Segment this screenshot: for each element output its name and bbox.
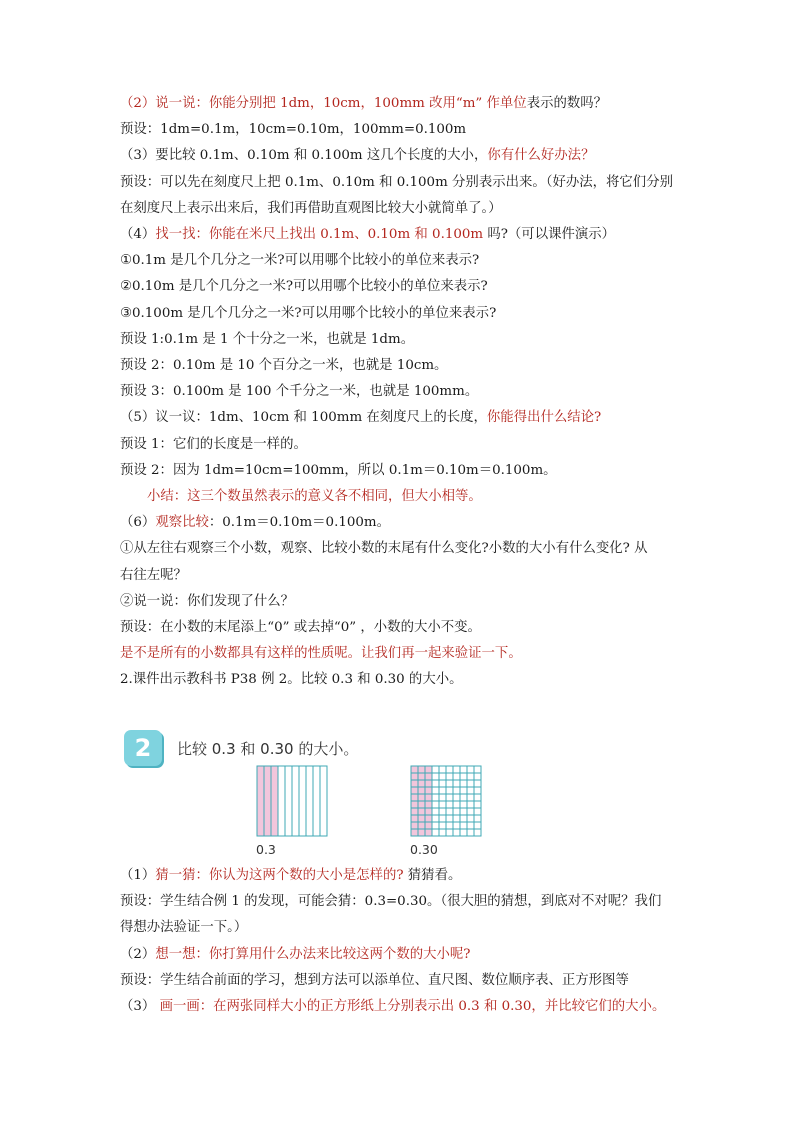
text-line: [120, 567, 187, 585]
text-segment: 1dm，10cm，100mm: [280, 96, 425, 111]
text-segment: 吗?（可以课件演示）: [483, 227, 616, 242]
text-segment: （2）说一说：你能分别把: [120, 96, 281, 111]
text-line: [147, 488, 482, 506]
text-segment: ①从左往右观察三个小数，观察、比较小数的末尾有什么变化?小数的大小有什么变化? 从: [120, 541, 648, 557]
text-segment: 画一画：在两张同样大小的正方形纸上分别表示出 0.3 和 0.30，并比较它们的大小。: [159, 999, 666, 1014]
text-segment: 预设：可以先在刻度尺上把 0.1m、0.10m 和 0.100m 分别表示出来。（好办法，将它们分别: [120, 174, 673, 190]
text-line: [120, 946, 470, 964]
text-line: [120, 278, 488, 296]
text-segment: 是不是所有的小数都具有这样的性质呢。让我们再一起来验证一下。: [120, 646, 522, 662]
text-line: [120, 252, 479, 270]
text-segment: （3）: [120, 999, 160, 1014]
text-segment: （1）: [120, 868, 156, 883]
text-segment: 小结：这三个数虽然表示的意义各不相同，但大小相等。: [147, 489, 482, 504]
text-line: [120, 383, 478, 401]
text-segment: 找一找：你能在米尺上找出 0.1m、0.10m 和 0.100m: [155, 227, 484, 242]
example-number-badge: 2: [124, 730, 162, 766]
tenths-grid: [256, 765, 328, 839]
text-line: [120, 671, 463, 689]
text-line: [120, 357, 447, 375]
text-segment: 预设：在小数的末尾添上“0” 或去掉“0” ，小数的大小不变。: [120, 620, 481, 635]
text-segment: （4）: [120, 227, 156, 242]
text-segment: 你能得出什么结论?: [486, 410, 602, 426]
text-line: [120, 121, 466, 139]
text-segment: ①0.1m 是几个几分之一米?可以用哪个比较小的单位来表示?: [120, 253, 480, 269]
text-segment: ②说一说：你们发现了什么？: [120, 593, 295, 609]
text-segment: （2）: [120, 946, 156, 962]
text-line: [120, 919, 247, 937]
text-segment: 表示的数吗？: [526, 96, 608, 111]
text-line: [120, 645, 522, 663]
text-line: [120, 331, 414, 349]
hundredths-grid: [410, 765, 484, 839]
text-segment: ：0.1m＝0.10m＝0.100m。: [208, 515, 390, 531]
text-segment: 2.课件出示教科书 P38 例 2。比较 0.3 和 0.30 的大小。: [120, 672, 463, 688]
text-segment: 预设：学生结合前面的学习，想到方法可以添单位、直尺图、数位顺序表、正方形图等: [120, 972, 629, 988]
text-segment: 预设 3：0.100m 是 100 个千分之一米，也就是 100mm。: [120, 384, 479, 400]
text-segment: 得想办法验证一下。）: [120, 920, 248, 936]
text-segment: 你有什么好办法？: [487, 148, 595, 164]
text-segment: （6）: [120, 515, 156, 531]
text-line: [120, 619, 481, 637]
text-line: [120, 867, 461, 885]
text-segment: 观察比较: [155, 515, 209, 531]
example-title: 比较 0.3 和 0.30 的大小。: [177, 740, 359, 758]
text-line: [120, 95, 607, 113]
text-segment: 预设 1：它们的长度是一样的。: [120, 436, 307, 452]
text-line: [120, 305, 496, 323]
text-segment: 预设 1:0.1m 是 1 个十分之一米，也就是 1dm。: [120, 331, 415, 347]
right-grid-label: 0.30: [410, 842, 438, 857]
text-segment: ②0.10m 是几个几分之一米?可以用哪个比较小的单位来表示?: [120, 279, 488, 295]
text-line: [120, 998, 665, 1016]
text-line: [120, 972, 629, 990]
text-line: [120, 462, 557, 480]
text-segment: 预设 2：0.10m 是 10 个百分之一米，也就是 10cm。: [120, 358, 448, 373]
text-segment: 猜猜看。: [403, 868, 462, 883]
text-segment: 改用“m” 作单位: [424, 96, 527, 111]
text-line: [120, 147, 594, 165]
text-segment: 预设：1dm=0.1m，10cm=0.10m，100mm=0.100m: [120, 122, 467, 138]
text-line: [120, 593, 294, 611]
text-line: [120, 436, 307, 454]
text-line: [120, 514, 390, 532]
text-segment: 预设 2：因为 1dm=10cm=100mm，所以 0.1m＝0.10m＝0.100m。: [120, 462, 557, 478]
text-line: [120, 409, 601, 427]
left-grid-label: 0.3: [256, 842, 276, 857]
text-segment: （5）议一议：1dm、10cm 和 100mm 在刻度尺上的长度，: [120, 410, 487, 426]
text-segment: 右往左呢？: [120, 567, 187, 583]
text-segment: 想一想：你打算用什么办法来比较这两个数的大小呢?: [155, 946, 471, 962]
text-line: [120, 200, 502, 218]
text-segment: （3）要比较 0.1m、0.10m 和 0.100m 这几个长度的大小，: [120, 148, 488, 164]
text-line: [120, 540, 647, 558]
shaded-tenths: [257, 766, 278, 836]
text-line: [120, 174, 673, 192]
text-segment: 猜一猜：你认为这两个数的大小是怎样的?: [155, 868, 404, 883]
text-line: [120, 893, 661, 911]
text-segment: ③0.100m 是几个几分之一米?可以用哪个比较小的单位来表示?: [120, 305, 497, 321]
text-segment: 预设：学生结合例 1 的发现，可能会猜：0.3=0.30。（很大胆的猜想，到底对不对呢？我们: [120, 894, 662, 910]
text-line: [120, 226, 615, 244]
text-segment: 在刻度尺上表示出来后，我们再借助直观图比较大小就简单了。）: [120, 200, 502, 216]
